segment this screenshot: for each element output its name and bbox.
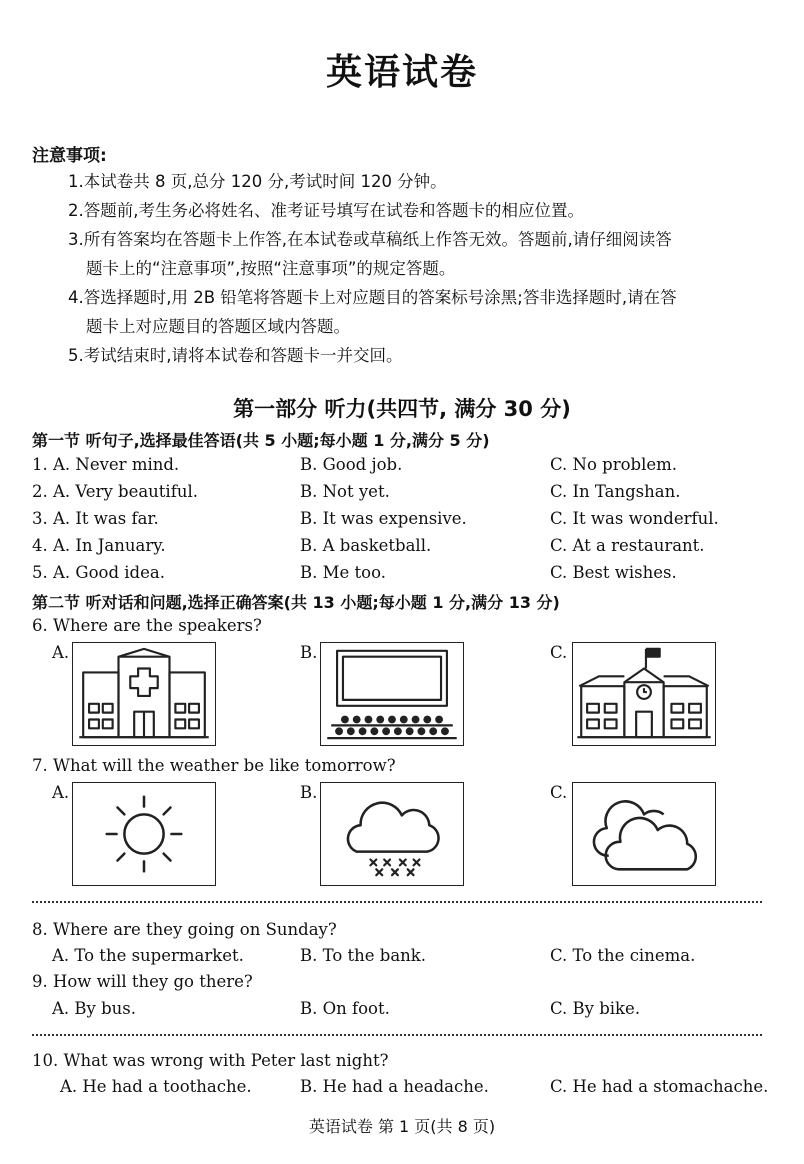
school-icon	[572, 642, 716, 746]
section-title: 第二节 听对话和问题,选择正确答案(共 13 小题;每小题 1 分,满分 13 分)	[32, 593, 560, 612]
option-label: B.	[300, 643, 318, 662]
part-title: 第一部分 听力(共四节, 满分 30 分)	[233, 397, 571, 421]
note-item-cont: 题卡上对应题目的答题区域内答题。	[86, 317, 350, 336]
option: B. On foot.	[300, 999, 390, 1018]
option-label: C.	[550, 643, 568, 662]
option: B. He had a headache.	[300, 1077, 489, 1096]
option: C. At a restaurant.	[550, 536, 705, 555]
option: C. To the cinema.	[550, 946, 696, 965]
option: 1. A. Never mind.	[32, 455, 180, 474]
option: A. He had a toothache.	[60, 1077, 252, 1096]
option: A. By bus.	[52, 999, 136, 1018]
section-title: 第一节 听句子,选择最佳答语(共 5 小题;每小题 1 分,满分 5 分)	[32, 431, 490, 450]
question-text: 7. What will the weather be like tomorrow?	[32, 756, 396, 775]
cloudy-icon	[572, 782, 716, 886]
option: C. In Tangshan.	[550, 482, 681, 501]
option-label: A.	[52, 783, 70, 802]
note-item: 2.答题前,考生务必将姓名、准考证号填写在试卷和答题卡的相应位置。	[68, 201, 584, 220]
option: A. To the supermarket.	[52, 946, 244, 965]
option: C. Best wishes.	[550, 563, 677, 582]
sunny-icon	[72, 782, 216, 886]
note-item-cont: 题卡上的“注意事项”,按照“注意事项”的规定答题。	[86, 259, 456, 278]
option: B. Not yet.	[300, 482, 390, 501]
page-footer: 英语试卷 第 1 页(共 8 页)	[308, 1117, 496, 1136]
option: C. No problem.	[550, 455, 678, 474]
option-label: B.	[300, 783, 318, 802]
snowy-icon	[320, 782, 464, 886]
note-item: 3.所有答案均在答题卡上作答,在本试卷或草稿纸上作答无效。答题前,请仔细阅读答	[68, 230, 672, 249]
question-text: 8. Where are they going on Sunday?	[32, 920, 337, 939]
note-item: 5.考试结束时,请将本试卷和答题卡一并交回。	[68, 346, 403, 365]
option: 5. A. Good idea.	[32, 563, 165, 582]
option: C. It was wonderful.	[550, 509, 719, 528]
divider	[32, 1034, 762, 1036]
option-label: C.	[550, 783, 568, 802]
question-text: 6. Where are the speakers?	[32, 616, 262, 635]
note-item: 4.答选择题时,用 2B 铅笔将答题卡上对应题目的答案标号涂黑;答非选择题时,请在答	[68, 288, 677, 307]
option: C. He had a stomachache.	[550, 1077, 769, 1096]
option: B. To the bank.	[300, 946, 427, 965]
option: B. Good job.	[300, 455, 403, 474]
note-item: 1.本试卷共 8 页,总分 120 分,考试时间 120 分钟。	[68, 172, 447, 191]
option-label: A.	[52, 643, 70, 662]
notes-heading: 注意事项:	[32, 146, 107, 166]
option: 4. A. In January.	[32, 536, 166, 555]
option: C. By bike.	[550, 999, 641, 1018]
question-text: 10. What was wrong with Peter last night?	[32, 1051, 389, 1070]
option: 2. A. Very beautiful.	[32, 482, 198, 501]
option: B. A basketball.	[300, 536, 432, 555]
cinema-icon	[320, 642, 464, 746]
divider	[32, 901, 762, 903]
option: B. It was expensive.	[300, 509, 467, 528]
question-text: 9. How will they go there?	[32, 972, 253, 991]
hospital-icon	[72, 642, 216, 746]
option: 3. A. It was far.	[32, 509, 159, 528]
option: B. Me too.	[300, 563, 386, 582]
page-title: 英语试卷	[325, 52, 478, 93]
